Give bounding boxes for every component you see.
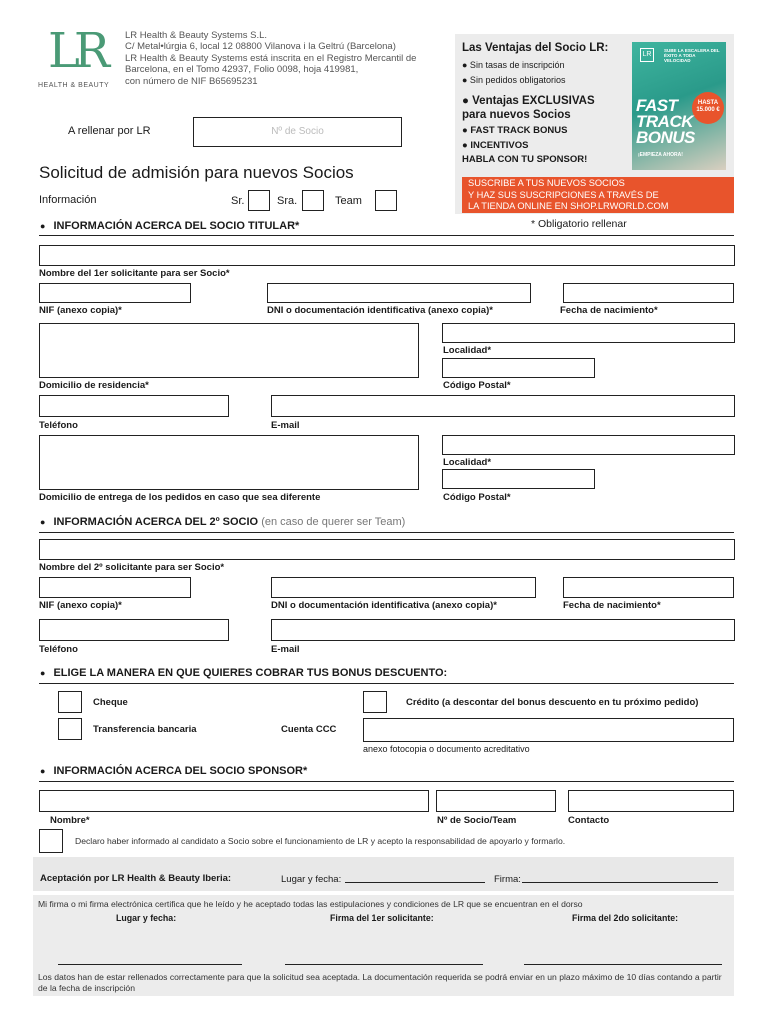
company-line: LR Health & Beauty Systems está inscrita en el Registro Mercantil de bbox=[125, 52, 417, 64]
company-info bbox=[125, 30, 416, 87]
promo-exclusive-item: ● INCENTIVOS bbox=[462, 139, 529, 151]
phone1-label: Teléfono bbox=[39, 420, 78, 431]
dni1-label: DNI o documentación identificativa (anexo copia)* bbox=[267, 305, 493, 316]
required-note: * Obligatorio rellenar bbox=[531, 218, 627, 230]
signature-statement: Mi firma o mi firma electrónica certifica que he leído y he aceptado todas las estipulaciones y condiciones de LR que se encuentran en el dorso bbox=[38, 899, 583, 909]
image-headline-line: TRACK bbox=[636, 112, 693, 131]
credit-checkbox[interactable] bbox=[363, 691, 387, 713]
signature-place-label: Lugar y fecha: bbox=[116, 913, 177, 923]
attach-label: anexo fotocopia o documento acreditativo bbox=[363, 744, 530, 754]
banner-line: LA TIENDA ONLINE EN SHOP.LRWORLD.COM bbox=[468, 201, 669, 211]
company-line: Barcelona, en el Tomo 42937, Folio 0098, hoja 419981, bbox=[125, 64, 359, 76]
signature-place-line[interactable] bbox=[58, 955, 242, 965]
birth2-label: Fecha de nacimiento* bbox=[563, 600, 661, 611]
transfer-label: Transferencia bancaria bbox=[93, 724, 197, 735]
signature2-line[interactable] bbox=[524, 955, 722, 965]
phone1-input[interactable] bbox=[39, 395, 229, 417]
delivery-label: Domicilio de entrega de los pedidos en caso que sea diferente bbox=[39, 492, 321, 503]
phone2-input[interactable] bbox=[39, 619, 229, 641]
postal2-label: Código Postal* bbox=[443, 492, 511, 503]
company-line: con número de NIF B65695231 bbox=[125, 75, 258, 87]
acceptance-signature-label: Firma: bbox=[494, 874, 521, 885]
postal2-input[interactable] bbox=[442, 469, 595, 489]
birth1-input[interactable] bbox=[563, 283, 734, 303]
sr-checkbox[interactable] bbox=[248, 190, 270, 211]
name2-input[interactable] bbox=[39, 539, 735, 560]
promo-title: Las Ventajas del Socio LR: bbox=[462, 42, 609, 54]
partner-number-input[interactable] bbox=[193, 117, 402, 147]
banner-line: Y HAZ SUS SUSCRIPCIONES A TRAVÉS DE bbox=[468, 189, 659, 200]
birth2-input[interactable] bbox=[563, 577, 734, 598]
locality1-label: Localidad* bbox=[443, 345, 492, 356]
credit-label: Crédito (a descontar del bonus descuento en tu próximo pedido) bbox=[406, 697, 699, 708]
team-label: Team bbox=[335, 195, 362, 207]
email1-label: E-mail bbox=[271, 420, 300, 431]
sra-checkbox[interactable] bbox=[302, 190, 324, 211]
dni1-input[interactable] bbox=[267, 283, 531, 303]
email1-input[interactable] bbox=[271, 395, 735, 417]
promo-item: ● Sin tasas de inscripción bbox=[462, 60, 565, 70]
cheque-label: Cheque bbox=[93, 697, 128, 708]
section-divider bbox=[39, 683, 734, 684]
sponsor-contact-label: Contacto bbox=[568, 815, 610, 826]
logo-subtitle: HEALTH & BEAUTY bbox=[38, 82, 110, 89]
logo-mark: LR bbox=[48, 23, 105, 79]
section-title-text: ELIGE LA MANERA EN QUE QUIERES COBRAR TUS BONUS DESCUENTO: bbox=[53, 667, 448, 679]
section-divider bbox=[39, 532, 734, 533]
signature1-line[interactable] bbox=[285, 955, 483, 965]
sr-label: Sr. bbox=[231, 195, 245, 207]
name1-label: Nombre del 1er solicitante para ser Socio* bbox=[39, 268, 230, 279]
promo-exclusive-sub: para nuevos Socios bbox=[462, 109, 571, 121]
partner-number-placeholder: Nº de Socio bbox=[271, 126, 324, 137]
dni2-input[interactable] bbox=[271, 577, 536, 598]
acceptance-place-line[interactable] bbox=[345, 873, 485, 883]
birth1-label: Fecha de nacimiento* bbox=[560, 305, 658, 316]
address1-input[interactable] bbox=[39, 323, 419, 378]
account-input[interactable] bbox=[363, 718, 734, 742]
image-lr-mark: LR bbox=[640, 48, 654, 62]
fast-track-image bbox=[632, 42, 726, 170]
postal1-label: Código Postal* bbox=[443, 380, 511, 391]
sponsor-name-label: Nombre* bbox=[50, 815, 90, 826]
bullet-icon: ● bbox=[40, 668, 46, 678]
acceptance-place-label: Lugar y fecha: bbox=[281, 874, 342, 885]
section-note: (en caso de querer ser Team) bbox=[261, 516, 406, 528]
nif1-label: NIF (anexo copia)* bbox=[39, 305, 122, 316]
banner-line: SUSCRIBE A TUS NUEVOS SOCIOS bbox=[468, 178, 625, 188]
declare-checkbox[interactable] bbox=[39, 829, 63, 853]
sponsor-number-label: Nº de Socio/Team bbox=[437, 815, 517, 826]
section-title-text: INFORMACIÓN ACERCA DEL SOCIO TITULAR* bbox=[53, 220, 300, 232]
shop-banner[interactable] bbox=[462, 177, 734, 213]
section-second-title bbox=[40, 516, 405, 528]
nif2-label: NIF (anexo copia)* bbox=[39, 600, 122, 611]
footer-note: Los datos han de estar rellenados correctamente para que la solicitud sea aceptada. La documentación requerida se podrá enviar en un plazo máximo de 10 días contando a partir de la fecha de inscripción bbox=[38, 972, 722, 993]
sponsor-contact-input[interactable] bbox=[568, 790, 734, 812]
page-title: Solicitud de admisión para nuevos Socios bbox=[39, 163, 354, 182]
acceptance-signature-line[interactable] bbox=[522, 873, 718, 883]
promo-exclusive bbox=[462, 94, 595, 122]
delivery-input[interactable] bbox=[39, 435, 419, 490]
promo-exclusive-title: ● Ventajas EXCLUSIVAS bbox=[462, 95, 595, 107]
postal1-input[interactable] bbox=[442, 358, 595, 378]
company-line: C/ Metal•lúrgia 6, local 12 08800 Vilanova i la Geltrú (Barcelona) bbox=[125, 41, 396, 53]
signature1-label: Firma del 1er solicitante: bbox=[330, 913, 434, 923]
team-checkbox[interactable] bbox=[375, 190, 397, 211]
declare-text: Declaro haber informado al candidato a Socio sobre el funcionamiento de LR y acepto la responsabilidad de apoyarlo y formarlo. bbox=[75, 836, 566, 846]
name2-label: Nombre del 2º solicitante para ser Socio* bbox=[39, 562, 225, 573]
fill-by-label: A rellenar por LR bbox=[68, 125, 151, 137]
sponsor-name-input[interactable] bbox=[39, 790, 429, 812]
locality2-input[interactable] bbox=[442, 435, 735, 455]
image-bottom-text: ¡EMPIEZA AHORA! bbox=[638, 152, 683, 158]
transfer-checkbox[interactable] bbox=[58, 718, 82, 740]
image-headline-line: FAST bbox=[636, 96, 678, 115]
address1-label: Domicilio de residencia* bbox=[39, 380, 149, 391]
image-headline-line: BONUS bbox=[636, 128, 695, 147]
section-divider bbox=[39, 781, 734, 782]
nif1-input[interactable] bbox=[39, 283, 191, 303]
acceptance-label: Aceptación por LR Health & Beauty Iberia: bbox=[40, 873, 232, 884]
image-top-text: SUBE LA ESCALERA DEL ÉXITO A TODA VELOCIDAD bbox=[664, 48, 720, 63]
section-bonus-title bbox=[40, 667, 447, 679]
lr-logo bbox=[38, 23, 118, 92]
section-divider bbox=[39, 235, 734, 236]
signature2-label: Firma del 2do solicitante: bbox=[572, 913, 679, 923]
cheque-checkbox[interactable] bbox=[58, 691, 82, 713]
section-title-text: INFORMACIÓN ACERCA DEL SOCIO SPONSOR* bbox=[53, 765, 308, 777]
email2-label: E-mail bbox=[271, 644, 300, 655]
company-line: LR Health & Beauty Systems S.L. bbox=[125, 30, 268, 41]
nif2-input[interactable] bbox=[39, 577, 191, 598]
bullet-icon: ● bbox=[40, 517, 46, 527]
promo-list bbox=[462, 58, 566, 88]
account-label: Cuenta CCC bbox=[281, 724, 337, 735]
dni2-label: DNI o documentación identificativa (anexo copia)* bbox=[271, 600, 497, 611]
promo-item: ● Sin pedidos obligatorios bbox=[462, 75, 566, 85]
section-title-text: INFORMACIÓN ACERCA DEL 2º SOCIO bbox=[53, 516, 259, 528]
sra-label: Sra. bbox=[277, 195, 298, 207]
name1-input[interactable] bbox=[39, 245, 735, 266]
locality1-input[interactable] bbox=[442, 323, 735, 343]
section-titular-title bbox=[40, 220, 299, 232]
section-sponsor-title bbox=[40, 765, 307, 777]
bullet-icon: ● bbox=[40, 766, 46, 776]
sponsor-number-input[interactable] bbox=[436, 790, 556, 812]
image-headline bbox=[636, 98, 695, 146]
promo-exclusive-item: ● FAST TRACK BONUS bbox=[462, 125, 568, 136]
email2-input[interactable] bbox=[271, 619, 735, 641]
locality2-label: Localidad* bbox=[443, 457, 492, 468]
bullet-icon: ● bbox=[40, 221, 46, 231]
phone2-label: Teléfono bbox=[39, 644, 78, 655]
promo-sponsor-line: HABLA CON TU SPONSOR! bbox=[462, 154, 588, 165]
info-label: Información bbox=[39, 194, 97, 206]
image-badge: HASTA 15.000 € bbox=[692, 92, 724, 124]
promo-exclusive-list bbox=[462, 124, 587, 168]
